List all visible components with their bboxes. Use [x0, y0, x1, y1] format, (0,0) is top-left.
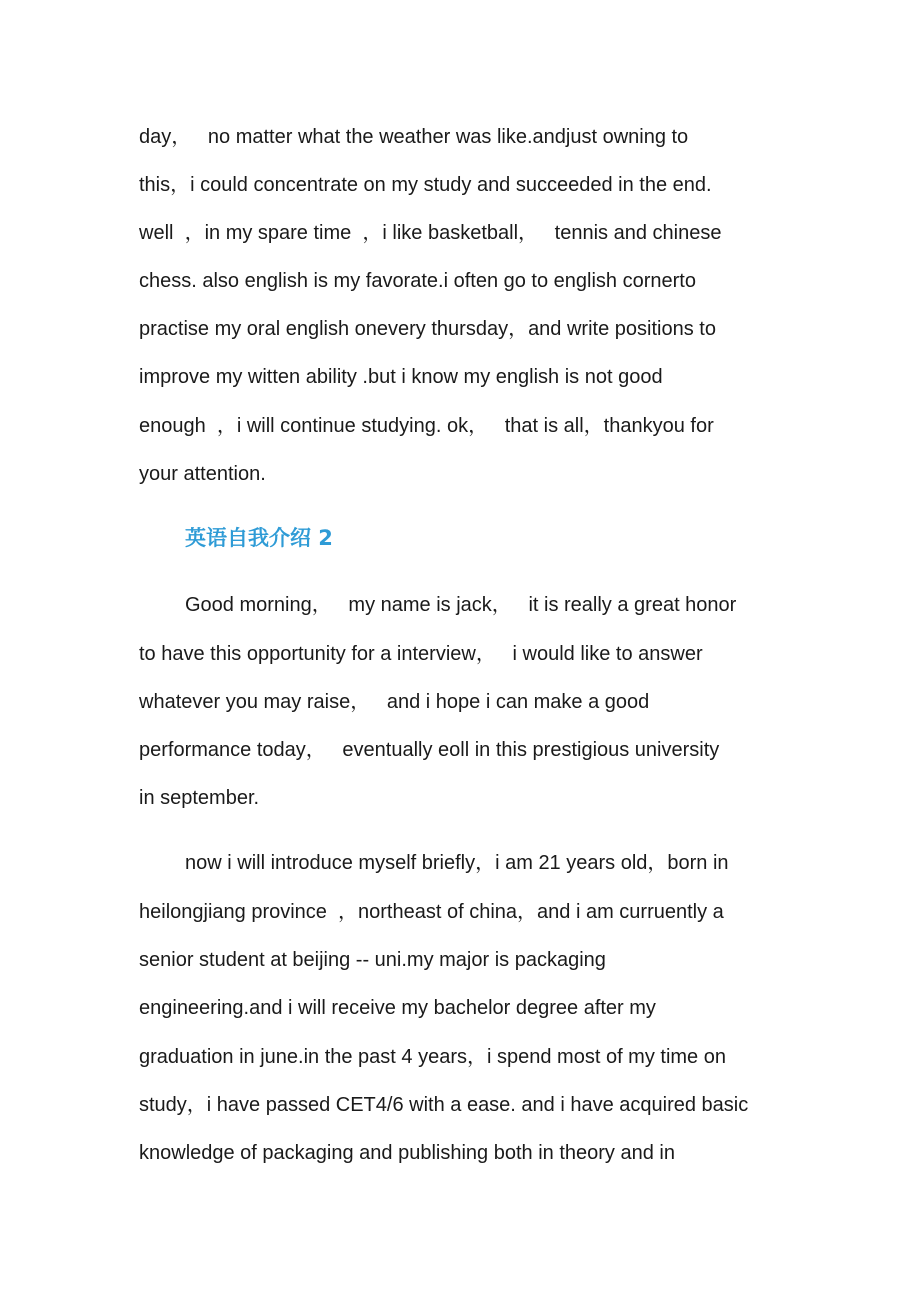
paragraph-2-line-4: performance today， eventually eoll in this prestigious university — [139, 739, 720, 761]
section-heading: 英语自我介绍 2 — [185, 526, 333, 550]
paragraph-2-line-1: Good morning， my name is jack， it is really a great honor — [185, 594, 737, 616]
paragraph-1-line-2: this，i could concentrate on my study and succeeded in the end. — [139, 174, 712, 196]
paragraph-1-line-5: practise my oral english onevery thursday，and write positions to — [139, 318, 716, 340]
paragraph-3-line-5: graduation in june.in the past 4 years，i spend most of my time on — [139, 1046, 726, 1068]
paragraph-1-line-3: well ，in my spare time ，i like basketball， tennis and chinese — [139, 222, 722, 244]
paragraph-2-line-5: in september. — [139, 787, 260, 809]
paragraph-1-line-8: your attention. — [139, 463, 266, 485]
paragraph-3-line-2: heilongjiang province ，northeast of china，and i am curruently a — [139, 901, 724, 923]
paragraph-1-line-7: enough ，i will continue studying. ok， that is all，thankyou for — [139, 415, 714, 437]
paragraph-3-line-6: study，i have passed CET4/6 with a ease. and i have acquired basic — [139, 1094, 749, 1116]
paragraph-2-line-3: whatever you may raise， and i hope i can make a good — [139, 691, 650, 713]
paragraph-3-line-4: engineering.and i will receive my bachelor degree after my — [139, 997, 656, 1019]
paragraph-1-line-6: improve my witten ability .but i know my english is not good — [139, 366, 663, 388]
paragraph-2-line-2: to have this opportunity for a interview， i would like to answer — [139, 643, 703, 665]
paragraph-3-line-1: now i will introduce myself briefly，i am 21 years old，born in — [185, 852, 729, 874]
paragraph-3-line-7: knowledge of packaging and publishing both in theory and in — [139, 1142, 675, 1164]
paragraph-1-line-1: day， no matter what the weather was like.andjust owning to — [139, 126, 689, 148]
paragraph-3-line-3: senior student at beijing -- uni.my major is packaging — [139, 949, 606, 971]
paragraph-1-line-4: chess. also english is my favorate.i often go to english cornerto — [139, 270, 696, 292]
